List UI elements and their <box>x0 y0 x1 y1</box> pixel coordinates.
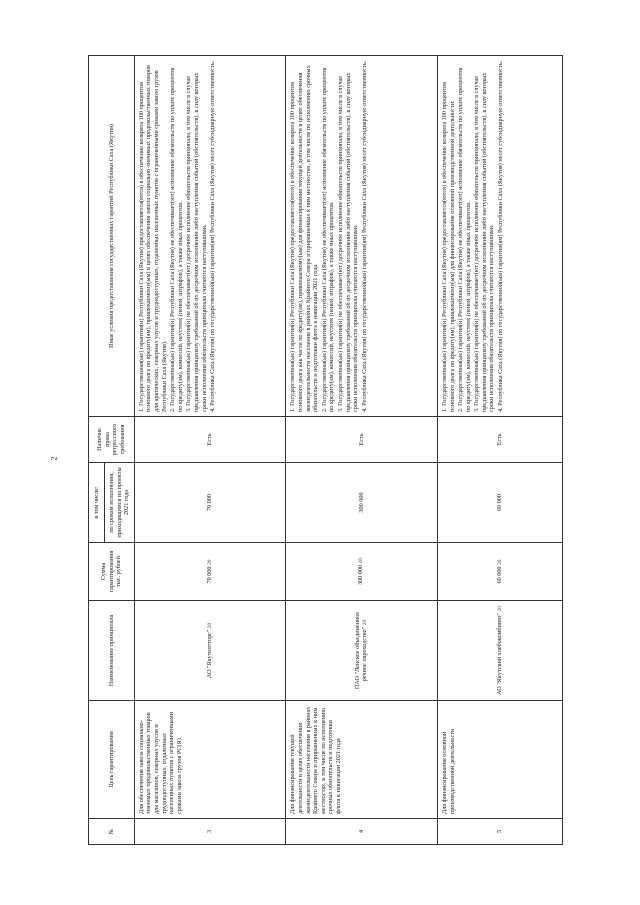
row-goal: Для финансирования текущей деятельности в целях обеспечения жизнедеятельности населения в районах Крайнего Севера и приравненных к ним местностях, в том числе по исполнению срочных обязательств и подготовки флота к навигации 2021 года <box>286 701 438 819</box>
table-row <box>437 56 562 845</box>
row-goal: Для обеспечения завоза социально-значимых продовольственных товаров для магазинов, северных улусов и труднодоступных, отдаленных населенных пунктов с ограниченными сроками завоза грузов РС(Я) <box>134 701 286 819</box>
row-regress: Есть <box>437 417 562 463</box>
condition-item: 4. Республика Саха (Якутия) по государственной(ым) гарантии(ям) Республики Саха (Якутия) несет субсидиарную ответственность. <box>209 60 217 412</box>
row-goal: Для финансирования основной производственной деятельности <box>437 701 562 819</box>
header-principal: Наименование принципала <box>89 601 135 701</box>
principal-index: 20 <box>362 619 369 626</box>
table-row <box>286 56 438 845</box>
condition-item: 1. Государственная(ые) гарантия(и) Республики Саха (Якутия) предоставляется(ются) в обеспечение возврата 100 процентов основного долга по кредиту(ам), привлекаемому(ым) для финансирования основной производственной деятельности. <box>440 82 456 412</box>
row-principal <box>134 601 286 701</box>
row-sum <box>134 543 286 601</box>
sum-value: 70 000 <box>205 566 213 584</box>
condition-item: 3. Государственная(ые) гарантия(и) не обеспечивает(ют) досрочное исполнение обязательств принципала, в том числе в случае предъявления принципалу требований об их досрочном исполнении либо наступления событий (обстоятельств), в силу которых сроки исполнения обязательств принципала считаются наступившими. <box>336 72 360 412</box>
row-conditions <box>437 56 562 417</box>
condition-item: 1. Государственная(ые) гарантия(и) Республики Саха (Якутия) предоставляется(ются) в обеспечение возврата 100 процентов основного долга как части по кредиту(ам), привлекаемому(ым) для финансирования текущей деятельности в целях обеспечения жизнедеятельности населения в районах Крайнего Севера и приравненных к ним местностях, в том числе по исполнению срочных обязательств и подготовки флота к навигации 2021 года. <box>289 65 320 412</box>
condition-item: 4. Республика Саха (Якутия) по государственной(ым) гарантии(ям) Республики Саха (Якутия) несет субсидиарную ответственность. <box>360 60 368 412</box>
sum-index: 20 <box>358 557 365 564</box>
condition-item: 2. Государственная(ые) гарантия(и) Республики Саха (Якутия) не обеспечивает(ют) исполнение обязательств по уплате процентов по кредиту(ам), комиссий, неустоек (пеней, штрафов), а также иных процентов. <box>457 67 472 412</box>
condition-item: 1. Государственная(ые) гарантия(и) Республики Саха (Якутия) предоставляется(ются) в обеспечение возврата 100 процентов основного долга по кредиту(ам), привлекаемому(ым) в целях обеспечения завоза социально-значимых продовольственных товаров для арктических, северных улусов и труднодоступных, отдаленных населенных пунктов с ограниченными сроками завоза грузов Республики Саха (Якутия). <box>137 65 168 412</box>
row-obligations: 70 000 <box>134 463 286 543</box>
condition-item: 2. Государственная(ые) гарантия(и) Республики Саха (Якутия) не обеспечивает(ют) исполнение обязательств по уплате процентов по кредиту(ам), комиссий, неустоек (пеней, штрафов), а также иных процентов. <box>169 67 184 412</box>
header-conditions: Иные условия предоставления государственных гарантий Республики Саха (Якутия) <box>89 56 135 417</box>
row-obligations: 300 000 <box>286 463 438 543</box>
row-num: 3 <box>134 819 286 845</box>
page-number: 2 <box>49 456 59 461</box>
sum-value: 60 000 <box>495 566 503 584</box>
row-principal <box>286 601 438 701</box>
row-num: 4 <box>286 819 438 845</box>
row-regress: Есть <box>286 417 438 463</box>
principal-index: 20 <box>206 622 213 629</box>
row-obligations: 60 000 <box>437 463 562 543</box>
row-principal <box>437 601 562 701</box>
sum-index: 20 <box>206 559 213 565</box>
row-sum <box>286 543 438 601</box>
guarantees-table-rotated <box>88 55 563 845</box>
principal-name: ПАО "Ленское объединенное речное пароходство" <box>353 611 369 690</box>
condition-item: 2. Государственная(ые) гарантия(и) Республики Саха (Якутия) не обеспечивает(ют) исполнение обязательств по уплате процентов по кредиту(ам), комиссий, неустоек (пеней, штрафов), а также иных процентов. <box>320 67 336 412</box>
sum-index: 20 <box>496 559 503 565</box>
principal-index: 20 <box>496 606 503 612</box>
guarantees-table <box>88 55 563 845</box>
sum-value: 300 000 <box>357 564 365 586</box>
header-sum: Сумма гарантирования тыс. рублей <box>89 543 135 601</box>
condition-item: 3. Государственная(ые) гарантия(и) не обеспечивает(ют) досрочное исполнение обязательств принципала, в том числе в случае предъявления принципалу требований об их досрочном исполнении либо наступления событий (обстоятельств), в силу которых сроки исполнения обязательств принципала считаются наступившими. <box>473 72 496 412</box>
principal-name: АО "Якутоптторг" <box>205 629 213 679</box>
header-obligations: по срокам исполнения, приходящимся на проекты 2021 года <box>105 463 135 543</box>
condition-item: 3. Государственная(ые) гарантия(и) не обеспечивает(ют) досрочное исполнение обязательств принципала, в том числе в случае предъявления принципалу требований об их досрочном исполнении либо наступления событий (обстоятельств), в силу которых сроки исполнения обязательств принципала считаются наступившими. <box>185 72 208 412</box>
row-regress: Есть <box>134 417 286 463</box>
row-conditions <box>286 56 438 417</box>
header-regress: Наличие права регрессного требования <box>89 417 135 463</box>
row-sum <box>437 543 562 601</box>
header-num: № <box>89 819 135 845</box>
condition-item: 4. Республика Саха (Якутия) по государственной(ым) гарантии(ям) Республики Саха (Якутия) несет субсидиарную ответственность. <box>497 60 505 412</box>
principal-name: АО "Якутский хлебокомбинат" <box>495 613 503 695</box>
table-row <box>134 56 286 845</box>
row-num: 5 <box>437 819 562 845</box>
row-conditions <box>134 56 286 417</box>
header-in-total: в том числе: <box>89 463 105 543</box>
header-goal: Цель гарантирования <box>89 701 135 819</box>
